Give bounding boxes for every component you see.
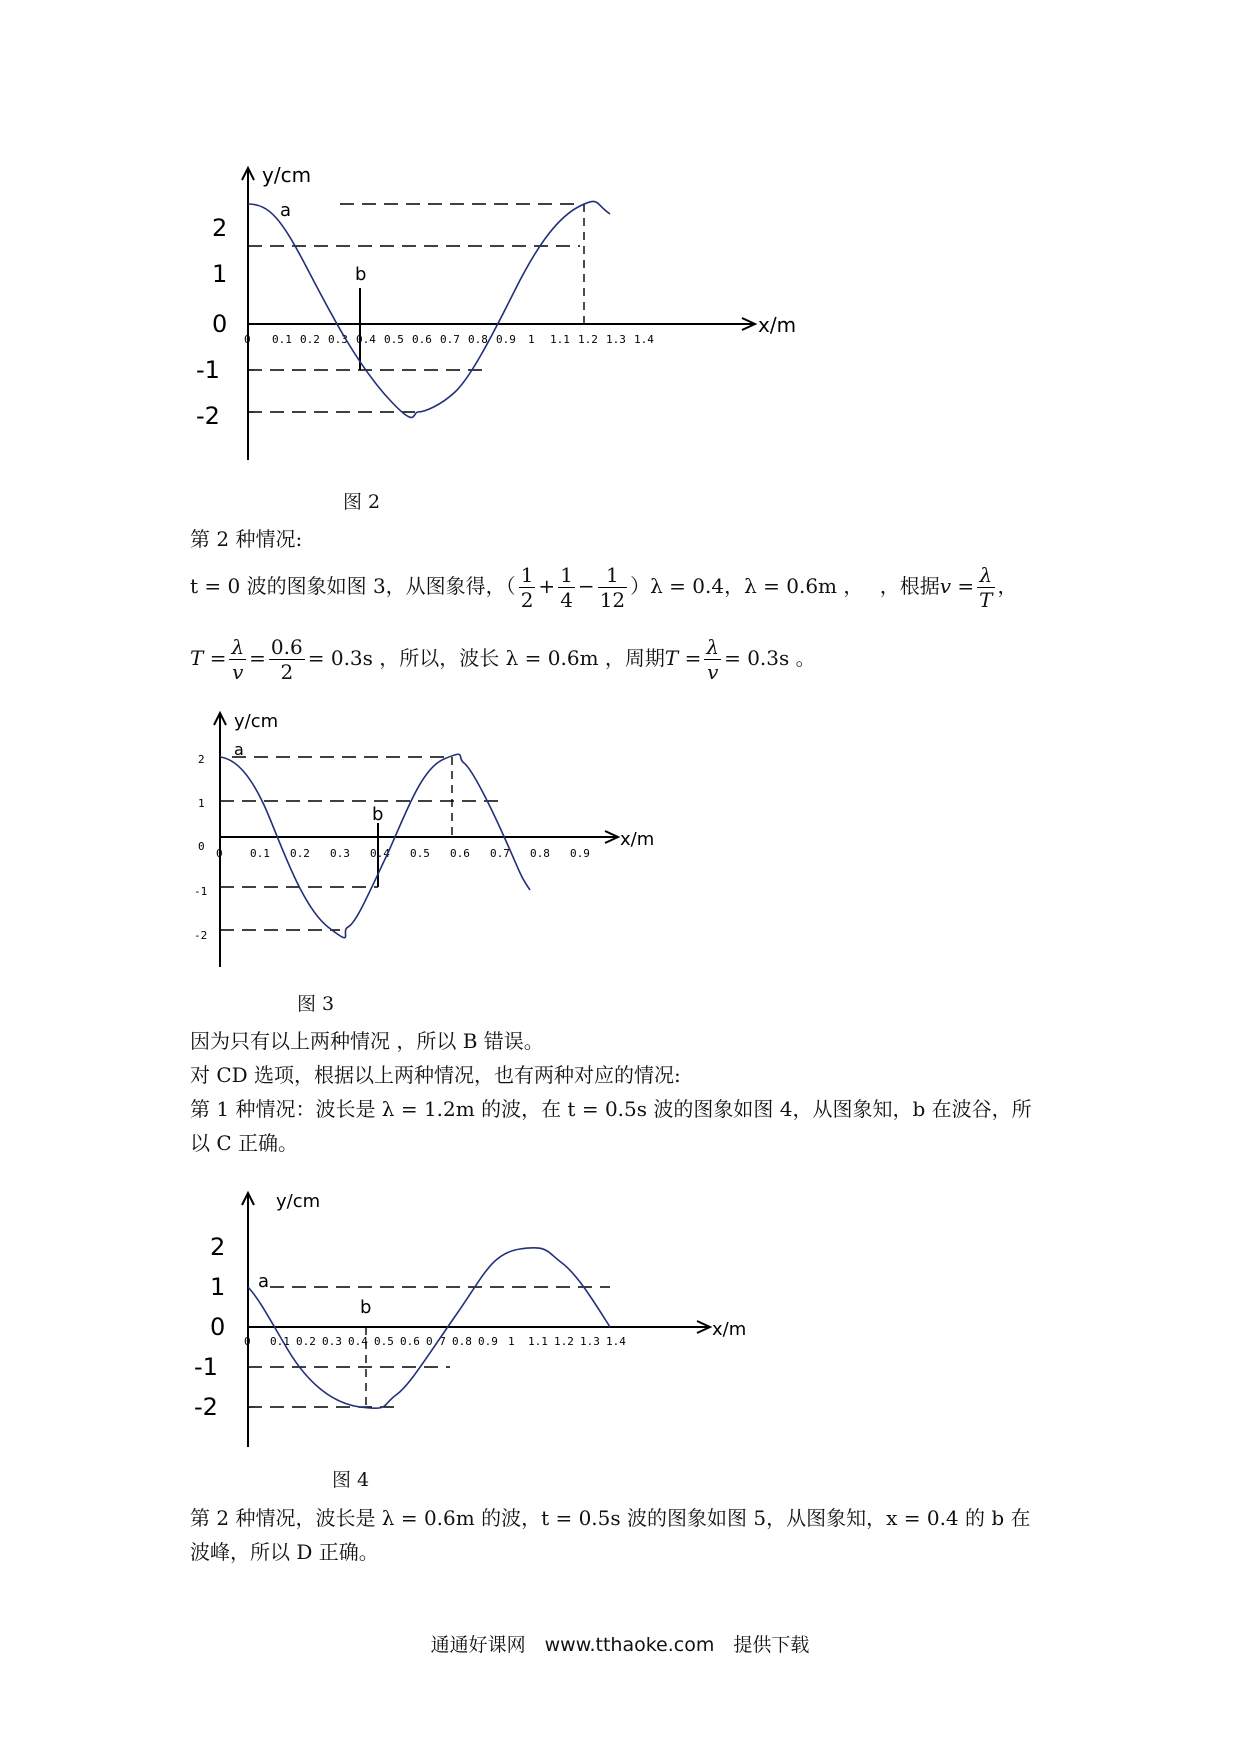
- numerator: 1: [598, 563, 627, 588]
- x-tick: 0.3: [330, 847, 350, 860]
- x-tick: 1.3: [580, 1335, 600, 1348]
- denominator: 2: [280, 660, 294, 684]
- paragraph: 因为只有以上两种情况 ，所以 B 错误。: [190, 1029, 544, 1053]
- denominator: 2: [520, 588, 534, 612]
- x-tick: 1.3: [606, 333, 626, 346]
- y-tick-neg1: -1: [196, 356, 220, 384]
- x-tick: 0.1: [270, 1335, 290, 1348]
- figure-2-caption: 图 2: [343, 491, 381, 513]
- x-tick: 0.4: [348, 1335, 368, 1348]
- case2-line2: [190, 628, 816, 688]
- x-ticks: [244, 333, 654, 346]
- paragraph: 对 CD 选项，根据以上两种情况，也有两种对应的情况:: [190, 1063, 681, 1087]
- operator: +: [538, 574, 556, 598]
- x-tick: 0.5: [374, 1335, 394, 1348]
- figure-4: [190, 1185, 750, 1455]
- x-tick: 0.3: [328, 333, 348, 346]
- y-tick-neg2: -2: [194, 929, 208, 942]
- x-tick: 0.6: [412, 333, 432, 346]
- x-tick: 0.9: [478, 1335, 498, 1348]
- figure-3-caption: 图 3: [297, 993, 335, 1015]
- x-tick: 1.2: [554, 1335, 574, 1348]
- figure-3: [190, 705, 670, 975]
- fraction-1-2: [519, 563, 536, 612]
- denominator: v: [232, 660, 244, 684]
- x-tick: 0.9: [570, 847, 590, 860]
- x-tick: 0.1: [250, 847, 270, 860]
- x-tick: 0: [216, 847, 223, 860]
- y-tick-1: 1: [212, 260, 228, 288]
- text: = 0.3s 。: [724, 646, 816, 670]
- y-tick-0: 0: [212, 310, 228, 338]
- x-tick: 1: [508, 1335, 515, 1348]
- fraction-1-12: [598, 563, 627, 612]
- x-axis-label: x/m: [620, 829, 655, 850]
- fraction-lambda-v-2: [704, 635, 721, 684]
- x-tick: 0.7: [490, 847, 510, 860]
- x-tick: 1.2: [578, 333, 598, 346]
- x-tick: 0.3: [322, 1335, 342, 1348]
- paragraph: 第 1 种情况：波长是 λ = 1.2m 的波，在 t = 0.5s 波的图象如图 4，从图象知，b 在波谷，所: [190, 1097, 1032, 1121]
- y-tick-1: 1: [210, 1273, 226, 1301]
- x-ticks: [216, 847, 590, 860]
- x-tick: 0.9: [496, 333, 516, 346]
- equals: =: [249, 646, 266, 670]
- text: ）λ = 0.4，λ = 0.6m ， ，根据: [630, 574, 940, 598]
- x-tick: 0.8: [452, 1335, 472, 1348]
- x-tick: 0.4: [370, 847, 390, 860]
- fraction-lambda-v: [229, 635, 246, 684]
- text: = 0.3s ，所以，波长 λ = 0.6m ，周期: [307, 646, 665, 670]
- wave-curve: [248, 201, 610, 417]
- operator: −: [577, 574, 595, 598]
- wave-curve: [248, 1248, 610, 1408]
- fraction-1-4: [558, 563, 575, 612]
- numerator: λ: [706, 635, 720, 659]
- y-axis-label: y/cm: [234, 711, 279, 732]
- y-axis-label: y/cm: [262, 163, 312, 187]
- point-a-label: a: [234, 740, 244, 759]
- point-b-label: b: [360, 1297, 372, 1318]
- figure-4-caption: 图 4: [332, 1469, 370, 1491]
- fraction-lambda-T: [977, 563, 994, 612]
- y-tick-2: 2: [212, 214, 228, 242]
- x-tick: 0.7: [440, 333, 460, 346]
- case2-line1: [190, 556, 1018, 616]
- text: ，: [997, 574, 1018, 598]
- x-tick: 0.2: [300, 333, 320, 346]
- y-tick-0: 0: [198, 840, 205, 853]
- wave-curve: [220, 754, 530, 937]
- x-tick: 0.2: [296, 1335, 316, 1348]
- y-tick-2: 2: [210, 1233, 226, 1261]
- numerator: λ: [977, 563, 994, 588]
- point-a-label: a: [258, 1271, 270, 1292]
- denominator: v: [707, 660, 719, 684]
- x-tick: 0: [244, 333, 251, 346]
- page-footer: 通通好课网 www.tthaoke.com 提供下载: [430, 1634, 810, 1656]
- numerator: 1: [560, 563, 573, 587]
- x-axis-label: x/m: [712, 1319, 747, 1340]
- y-tick-neg1: -1: [194, 1353, 218, 1381]
- formula-T2: T =: [664, 646, 702, 670]
- y-tick-neg2: -2: [194, 1393, 218, 1421]
- y-axis-label: y/cm: [276, 1191, 321, 1212]
- x-tick: 0: [244, 1335, 251, 1348]
- x-tick: 1.4: [606, 1335, 626, 1348]
- x-tick: 1.1: [528, 1335, 548, 1348]
- x-tick: 0.5: [410, 847, 430, 860]
- x-tick: 1.1: [550, 333, 570, 346]
- x-tick: 0.5: [384, 333, 404, 346]
- x-tick: 0.7: [426, 1335, 446, 1348]
- x-tick: 0.6: [400, 1335, 420, 1348]
- point-a-label: a: [280, 200, 292, 221]
- text: t = 0 波的图象如图 3，从图象得，（: [190, 574, 516, 598]
- x-tick: 1.4: [634, 333, 654, 346]
- x-tick: 0.1: [272, 333, 292, 346]
- x-tick: 0.4: [356, 333, 376, 346]
- paragraph: 波峰，所以 D 正确。: [190, 1540, 379, 1564]
- x-tick: 0.6: [450, 847, 470, 860]
- x-tick: 0.2: [290, 847, 310, 860]
- y-tick-neg1: -1: [194, 885, 208, 898]
- point-b-label: b: [372, 804, 384, 825]
- numerator: 0.6: [270, 635, 303, 659]
- formula-v: v =: [939, 574, 975, 598]
- case2-heading: 第 2 种情况:: [190, 527, 303, 551]
- denominator: 4: [560, 588, 573, 612]
- y-tick-2: 2: [198, 753, 205, 766]
- numerator: 1: [520, 563, 534, 587]
- y-tick-0: 0: [210, 1313, 226, 1341]
- figure-2: [190, 160, 797, 480]
- y-tick-1: 1: [198, 797, 205, 810]
- numerator: λ: [231, 635, 245, 659]
- formula-T: T =: [190, 646, 227, 670]
- denominator: T: [979, 588, 993, 612]
- x-tick: 0.8: [530, 847, 550, 860]
- x-tick: 1: [528, 333, 535, 346]
- point-b-label: b: [355, 264, 367, 285]
- fraction-0.6-2: [269, 635, 305, 684]
- x-tick: 0.8: [468, 333, 488, 346]
- paragraph: 第 2 种情况，波长是 λ = 0.6m 的波，t = 0.5s 波的图象如图 5，从图象知，x = 0.4 的 b 在: [190, 1506, 1031, 1530]
- x-axis-label: x/m: [758, 313, 797, 337]
- y-tick-neg2: -2: [196, 402, 220, 430]
- paragraph: 以 C 正确。: [190, 1131, 299, 1155]
- denominator: 12: [599, 588, 626, 612]
